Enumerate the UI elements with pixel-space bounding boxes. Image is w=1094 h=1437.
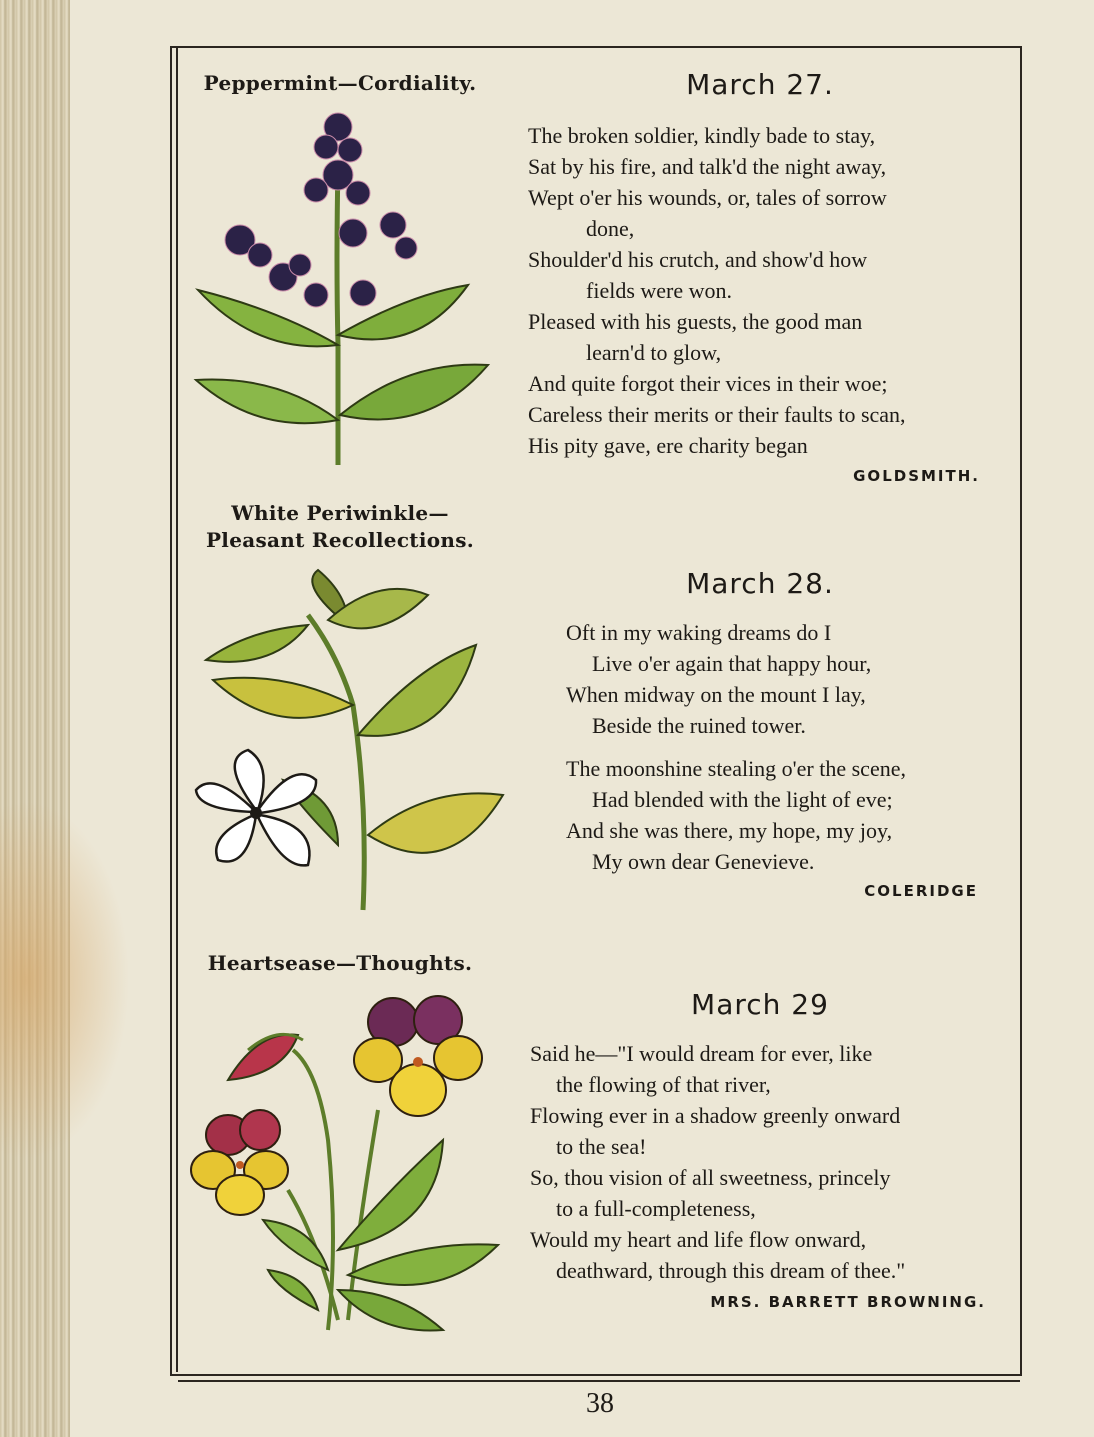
poem-line: The moonshine stealing o'er the scene, [566,756,906,781]
flower-name-heartsease: Heartsease—Thoughts. [207,951,473,975]
book-spine-edge [0,0,70,1437]
poem-line: to a full-completeness, [556,1196,756,1221]
flower-name-line: Pleasant Recollections. [205,528,475,552]
poem-line: deathward, through this dream of thee." [556,1258,906,1283]
poem-line: And quite forgot their vices in their woe; [528,371,888,396]
poem-line: Live o'er again that happy hour, [592,651,872,676]
flower-name-periwinkle [190,500,490,554]
heartsease-icon [188,990,508,1340]
poem-line: to the sea! [556,1134,647,1159]
entry-date: March 28. [686,567,834,600]
poem-line: Would my heart and life flow onward, [530,1227,867,1252]
inner-border-rule [176,46,178,1372]
poem-line: The broken soldier, kindly bade to stay, [528,123,876,148]
poem-line: Had blended with the light of eve; [592,787,893,812]
poem-line: Flowing ever in a shadow greenly onward [530,1103,901,1128]
flower-name-line: White Periwinkle— [231,501,449,525]
poem-coleridge [566,617,906,877]
entry-date: March 29 [691,988,829,1021]
poem-goldsmith [528,120,906,461]
peppermint-icon [188,105,498,470]
poem-line: fields were won. [586,278,733,303]
poem-line: So, thou vision of all sweetness, princely [530,1165,891,1190]
author-attribution: COLERIDGE [864,882,978,900]
poem-line: done, [586,216,635,241]
poem-line: Pleased with his guests, the good man [528,309,863,334]
flower-name-peppermint: Peppermint—Cordiality. [203,71,477,95]
paper-stain [0,800,130,1160]
poem-line: Shoulder'd his crutch, and show'd how [528,247,868,272]
poem-line: Careless their merits or their faults to scan, [528,402,906,427]
poem-line: the flowing of that river, [556,1072,771,1097]
author-attribution: GOLDSMITH. [853,467,980,485]
periwinkle-icon [188,565,508,915]
author-attribution: MRS. BARRETT BROWNING. [710,1293,986,1311]
poem-line: When midway on the mount I lay, [566,682,866,707]
poem-barrett-browning [530,1038,905,1286]
poem-line: His pity gave, ere charity began [528,433,808,458]
poem-line: learn'd to glow, [586,340,722,365]
poem-line: And she was there, my hope, my joy, [566,818,893,843]
entry-date: March 27. [686,68,834,101]
poem-line: Sat by his fire, and talk'd the night away, [528,154,887,179]
poem-line: Wept o'er his wounds, or, tales of sorrow [528,185,887,210]
poem-line: Oft in my waking dreams do I [566,620,832,645]
page-number: 38 [586,1388,614,1419]
bottom-rule [178,1380,1020,1382]
poem-line: My own dear Genevieve. [592,849,815,874]
poem-line: Beside the ruined tower. [592,713,806,738]
poem-line: Said he—"I would dream for ever, like [530,1041,873,1066]
